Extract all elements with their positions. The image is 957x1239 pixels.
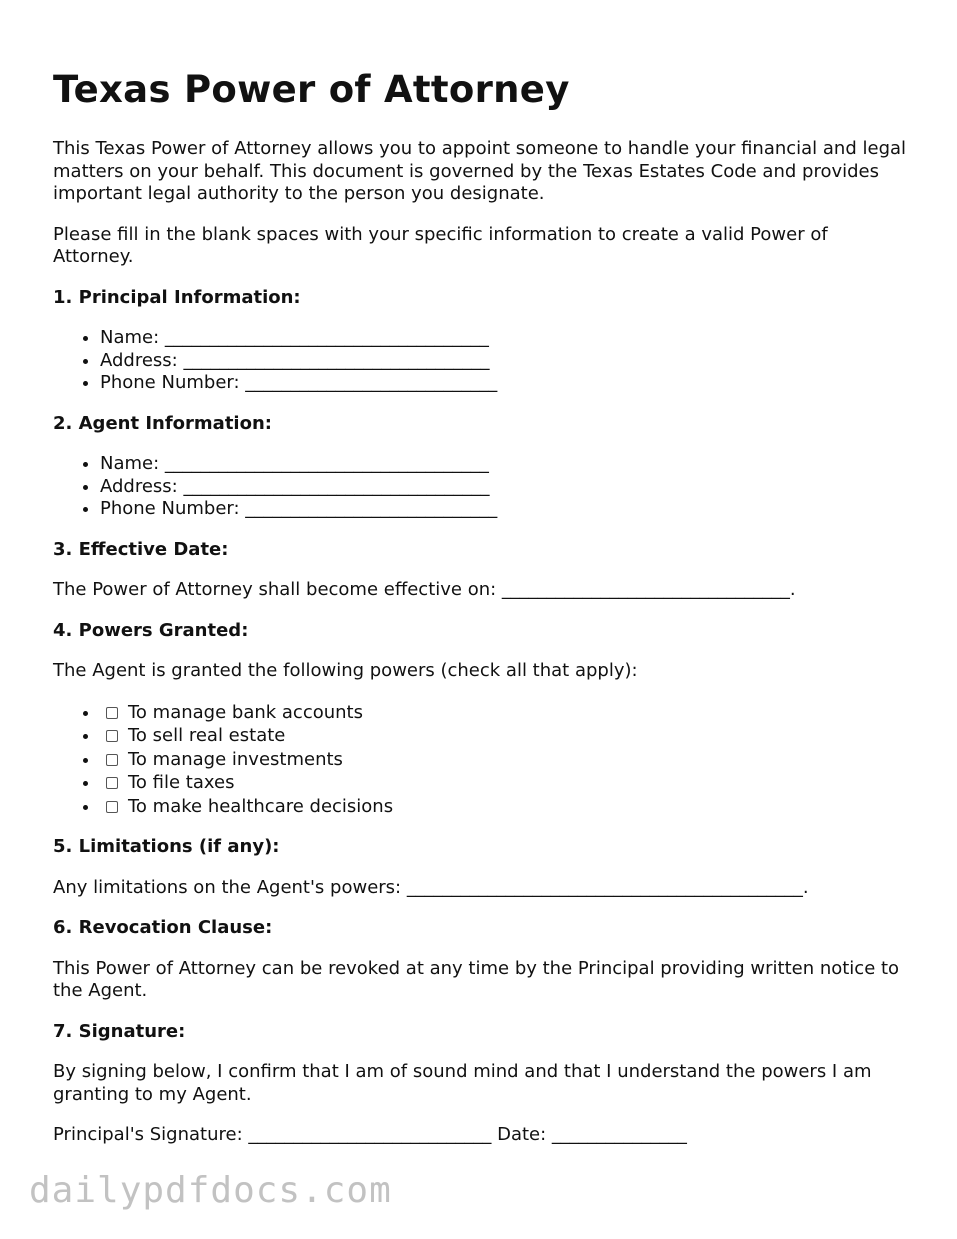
- agent-fields: [53, 453, 913, 521]
- page-title: Texas Power of Attorney: [53, 68, 570, 111]
- powers-checklist: [53, 701, 913, 819]
- power-option[interactable]: [100, 795, 913, 819]
- signature-statement: By signing below, I confirm that I am of sound mind and that I understand the powers I am granting to my Agent.: [53, 1061, 872, 1105]
- agent-heading: 2. Agent Information:: [53, 412, 272, 434]
- powers-heading: 4. Powers Granted:: [53, 619, 249, 641]
- principal-heading: 1. Principal Information:: [53, 286, 301, 308]
- revocation-text: This Power of Attorney can be revoked at any time by the Principal providing written notice to the Agent.: [53, 957, 900, 1001]
- power-option-label: To manage bank accounts: [128, 701, 363, 723]
- power-option[interactable]: [100, 701, 913, 725]
- powers-instructions: The Agent is granted the following powers (check all that apply):: [53, 660, 638, 681]
- principal-name-field[interactable]: • Name: ____________________________________: [100, 327, 913, 350]
- signature-heading: 7. Signature:: [53, 1020, 186, 1042]
- power-option-label: To manage investments: [128, 748, 343, 770]
- revocation-heading: 6. Revocation Clause:: [53, 917, 273, 938]
- effective-date-field[interactable]: The Power of Attorney shall become effective on: ________________________________.: [53, 579, 796, 600]
- checkbox-icon[interactable]: [106, 801, 118, 813]
- document: [53, 66, 913, 1147]
- power-option[interactable]: [100, 748, 913, 772]
- principal-fields: [53, 327, 913, 395]
- power-option[interactable]: [100, 724, 913, 748]
- intro-paragraph: This Texas Power of Attorney allows you to appoint someone to handle your financial and legal matters on your behalf. This document is governed by the Texas Estates Code and provides important legal authority to the person you designate.: [53, 138, 907, 204]
- checkbox-icon[interactable]: [106, 777, 118, 789]
- checkbox-icon[interactable]: [106, 707, 118, 719]
- power-option[interactable]: [100, 771, 913, 795]
- agent-name-field[interactable]: • Name: ____________________________________: [100, 453, 913, 476]
- instructions-paragraph: Please fill in the blank spaces with your specific information to create a valid Power of Attorney.: [53, 223, 828, 267]
- agent-address-field[interactable]: • Address: __________________________________: [100, 476, 913, 499]
- limitations-heading: 5. Limitations (if any):: [53, 836, 280, 857]
- checkbox-icon[interactable]: [106, 730, 118, 742]
- power-option-label: To make healthcare decisions: [128, 795, 394, 817]
- principal-phone-field[interactable]: • Phone Number: ____________________________: [100, 372, 913, 395]
- checkbox-icon[interactable]: [106, 754, 118, 766]
- watermark: dailypdfdocs.com: [29, 1170, 392, 1211]
- principal-address-field[interactable]: • Address: __________________________________: [100, 350, 913, 373]
- power-option-label: To sell real estate: [128, 725, 286, 746]
- power-option-label: To file taxes: [128, 772, 235, 793]
- agent-phone-field[interactable]: • Phone Number: ____________________________: [100, 498, 913, 521]
- signature-date-line[interactable]: Principal's Signature: ___________________________ Date: _______________: [53, 1124, 687, 1145]
- effective-date-heading: 3. Effective Date:: [53, 538, 229, 560]
- limitations-field[interactable]: Any limitations on the Agent's powers: ____________________________________________.: [53, 876, 809, 898]
